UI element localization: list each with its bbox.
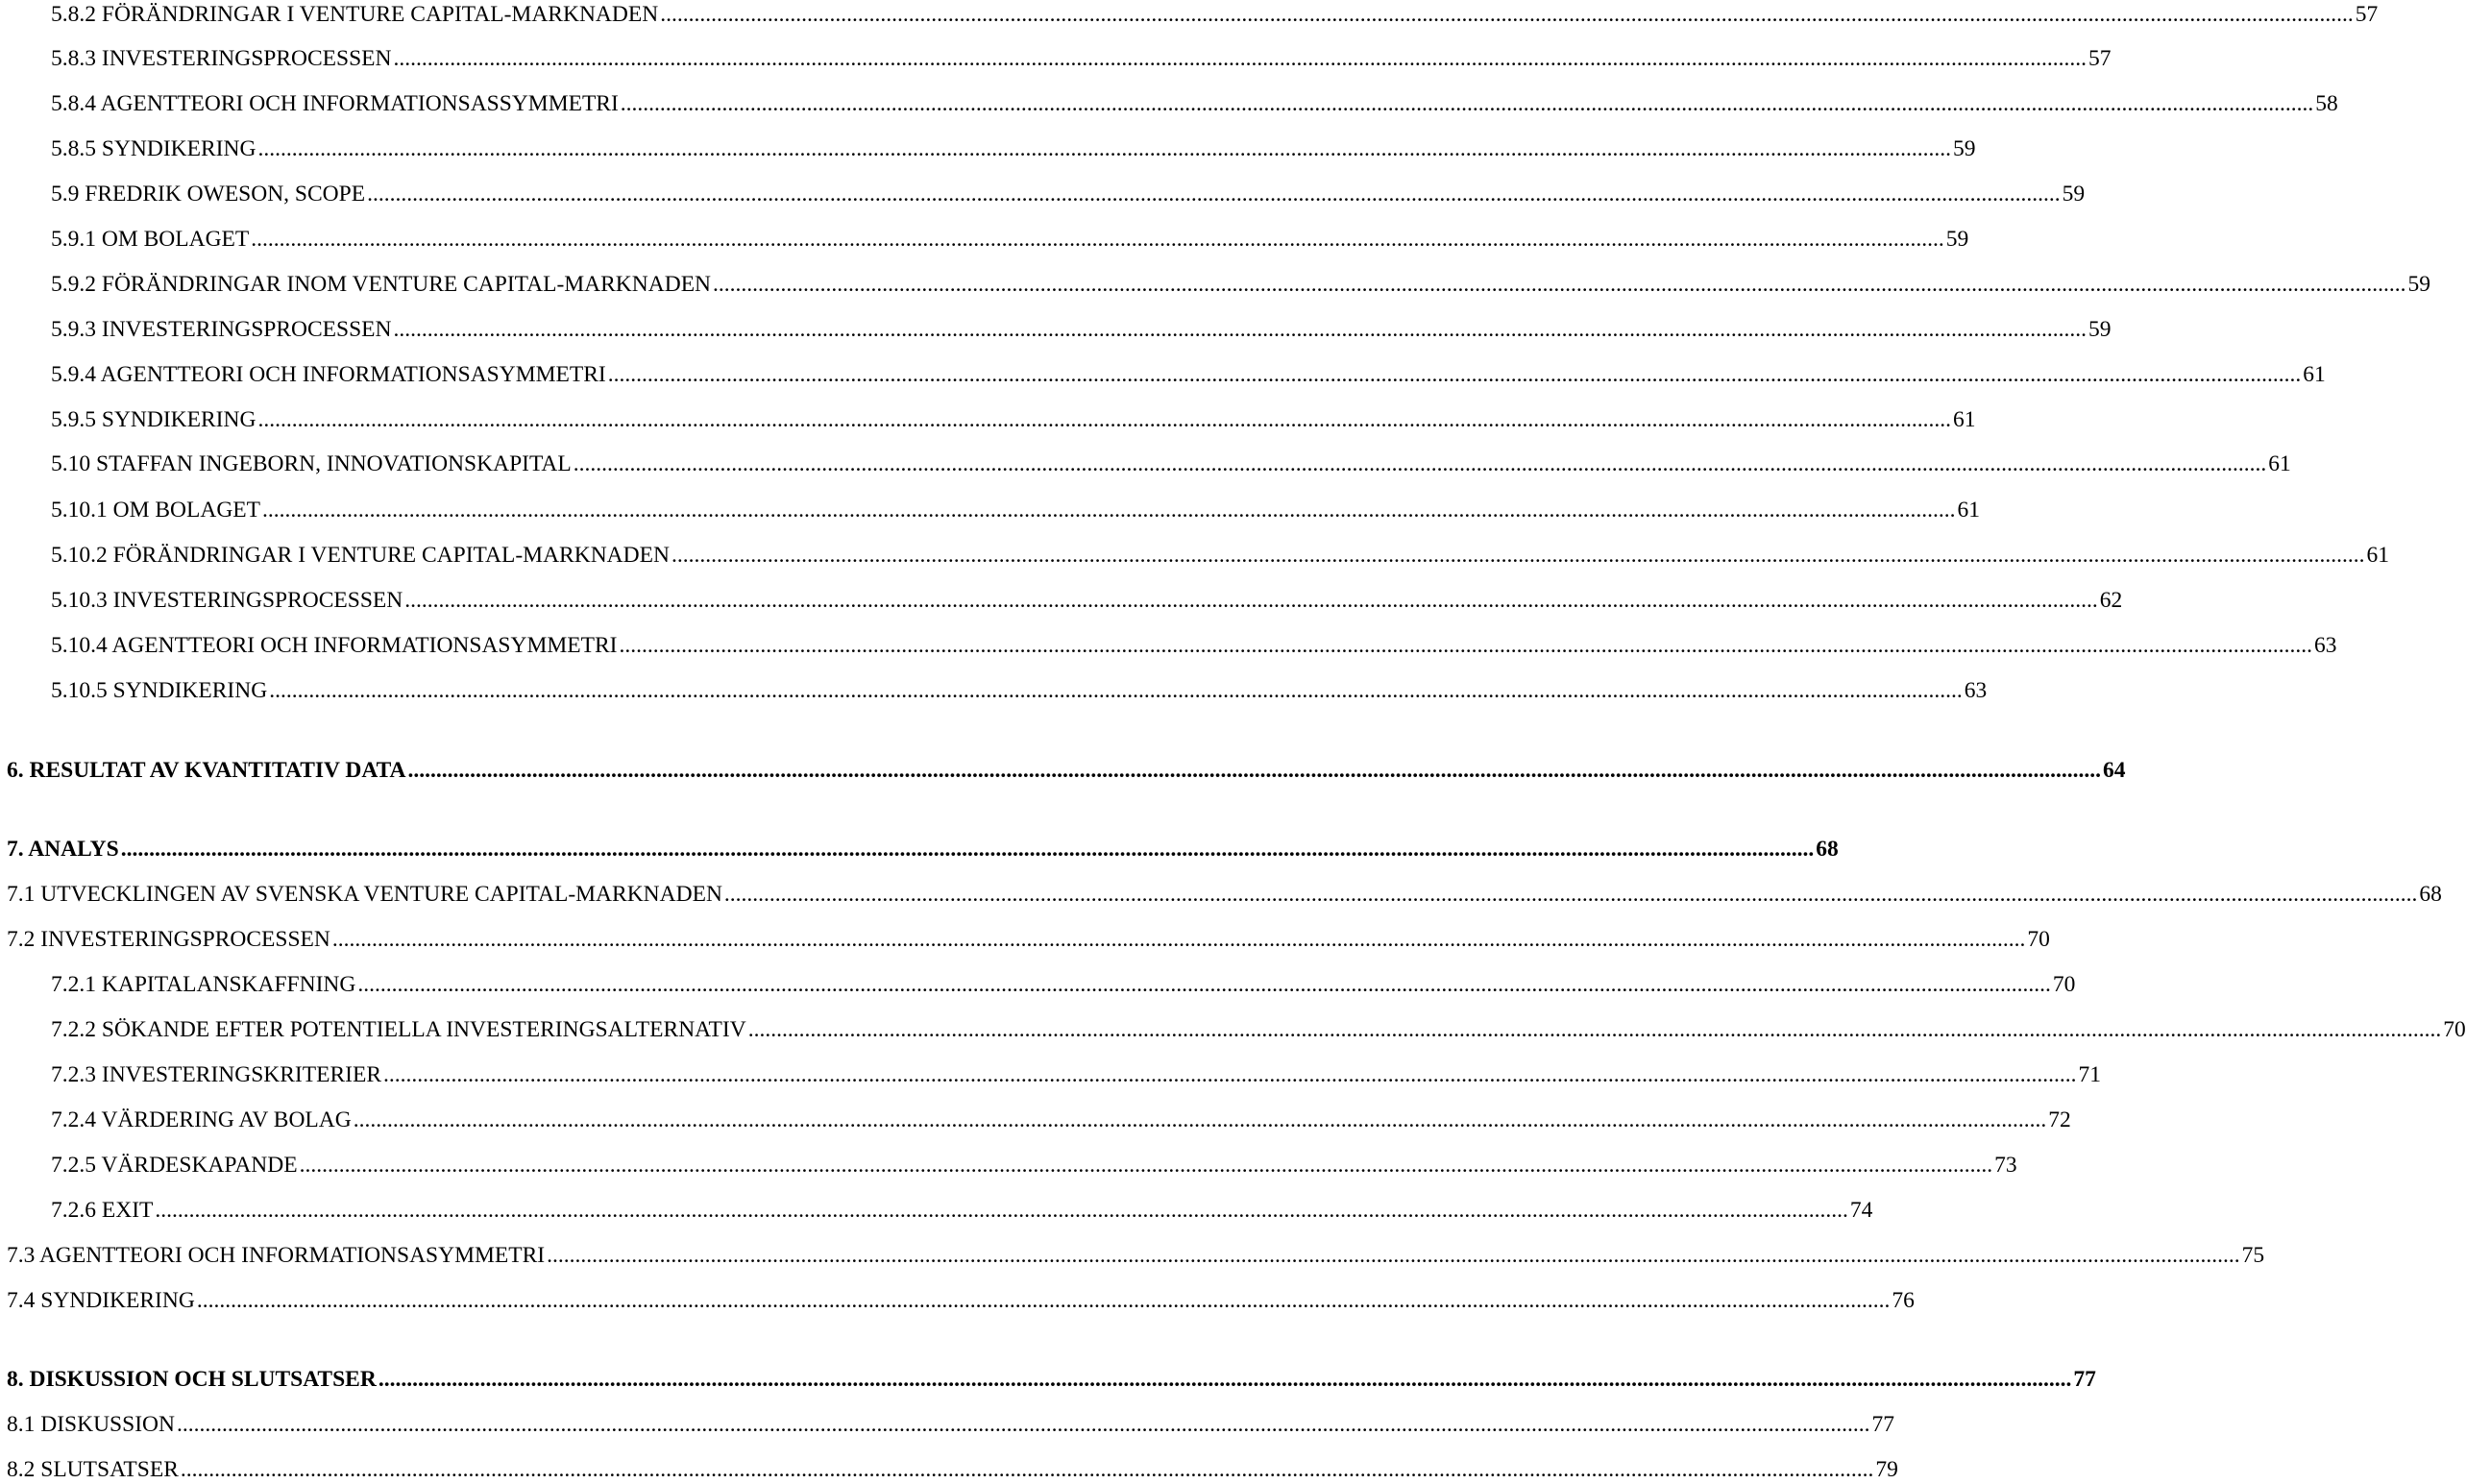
toc-entry[interactable]	[7, 925, 2050, 954]
toc-entry[interactable]	[7, 756, 2126, 785]
toc-entry-label: 5.10.1 OM BOLAGET	[51, 498, 261, 523]
dot-leader: ............................................................................................................................................................................................................................................................................................................	[747, 1017, 2442, 1042]
dot-leader: ............................................................................................................................................................................................................................................................................................................	[176, 1412, 1870, 1437]
toc-entry[interactable]	[51, 541, 2389, 570]
toc-entry-label: 8.2 SLUTSATSER	[7, 1457, 179, 1482]
toc-entry-page: 70	[2443, 1017, 2466, 1042]
dot-leader: ............................................................................................................................................................................................................................................................................................................	[713, 272, 2406, 297]
toc-entry-label: 7.4 SYNDIKERING	[7, 1288, 195, 1313]
toc-entry-page: 70	[2052, 972, 2076, 997]
toc-entry[interactable]	[51, 0, 2379, 29]
dot-leader: ............................................................................................................................................................................................................................................................................................................	[155, 1198, 1848, 1223]
toc-entry-page: 77	[1871, 1412, 1894, 1437]
dot-leader: ............................................................................................................................................................................................................................................................................................................	[619, 633, 2312, 658]
dot-leader: ............................................................................................................................................................................................................................................................................................................	[407, 758, 2102, 783]
toc-entry-page: 59	[2062, 182, 2086, 207]
dot-leader: ............................................................................................................................................................................................................................................................................................................	[262, 498, 1956, 523]
toc-entry[interactable]	[51, 360, 2326, 389]
dot-leader: ............................................................................................................................................................................................................................................................................................................	[378, 1367, 2072, 1392]
dot-leader: ............................................................................................................................................................................................................................................................................................................	[257, 136, 1951, 161]
dot-leader: ............................................................................................................................................................................................................................................................................................................	[251, 227, 1944, 252]
toc-entry-label: 5.9.1 OM BOLAGET	[51, 227, 250, 252]
toc-entry-page: 77	[2073, 1367, 2096, 1392]
toc-entry[interactable]	[7, 1455, 1898, 1484]
dot-leader: ............................................................................................................................................................................................................................................................................................................	[393, 46, 2087, 71]
toc-entry-label: 5.9.5 SYNDIKERING	[51, 407, 256, 432]
dot-leader: ............................................................................................................................................................................................................................................................................................................	[620, 91, 2314, 116]
toc-entry-label: 5.8.5 SYNDIKERING	[51, 136, 256, 161]
toc-entry-label: 7.2.1 KAPITALANSKAFFNING	[51, 972, 356, 997]
toc-entry-label: 7.2.4 VÄRDERING AV BOLAG	[51, 1107, 352, 1132]
dot-leader: ............................................................................................................................................................................................................................................................................................................	[196, 1288, 1891, 1313]
toc-entry[interactable]	[51, 225, 1969, 254]
toc-entry-label: 7.2.6 EXIT	[51, 1198, 154, 1223]
toc-entry-label: 5.10 STAFFAN INGEBORN, INNOVATIONSKAPITAL	[51, 451, 572, 476]
toc-entry-label: 5.10.5 SYNDIKERING	[51, 678, 268, 703]
toc-entry[interactable]	[51, 270, 2431, 299]
dot-leader: ............................................................................................................................................................................................................................................................................................................	[180, 1457, 1874, 1482]
toc-entry-label: 8.1 DISKUSSION	[7, 1412, 175, 1437]
toc-entry-label: 5.8.4 AGENTTEORI OCH INFORMATIONSASSYMMETRI	[51, 91, 619, 116]
dot-leader: ............................................................................................................................................................................................................................................................................................................	[120, 837, 1815, 862]
dot-leader: ............................................................................................................................................................................................................................................................................................................	[353, 1107, 2047, 1132]
toc-entry-label: 5.8.3 INVESTERINGSPROCESSEN	[51, 46, 392, 71]
toc-entry-page: 72	[2048, 1107, 2071, 1132]
toc-entry[interactable]	[51, 1015, 2466, 1044]
toc-entry-label: 5.10.2 FÖRÄNDRINGAR I VENTURE CAPITAL-MARKNADEN	[51, 543, 670, 568]
dot-leader: ............................................................................................................................................................................................................................................................................................................	[269, 678, 1963, 703]
toc-entry[interactable]	[51, 405, 1976, 434]
toc-entry-page: 57	[2355, 2, 2379, 27]
toc-entry-page: 63	[1964, 678, 1988, 703]
toc-entry-page: 61	[2366, 543, 2389, 568]
toc-entry[interactable]	[51, 315, 2112, 344]
toc-entry-page: 57	[2088, 46, 2112, 71]
toc-entry-label: 6. RESULTAT AV KVANTITATIV DATA	[7, 758, 406, 783]
dot-leader: ............................................................................................................................................................................................................................................................................................................	[573, 451, 2267, 476]
toc-entry-label: 5.8.2 FÖRÄNDRINGAR I VENTURE CAPITAL-MARKNADEN	[51, 2, 659, 27]
toc-entry-page: 59	[1945, 227, 1969, 252]
toc-entry-page: 73	[1994, 1153, 2017, 1178]
toc-entry-page: 64	[2103, 758, 2126, 783]
toc-entry-label: 5.10.3 INVESTERINGSPROCESSEN	[51, 588, 403, 613]
toc-entry-page: 61	[1952, 407, 1976, 432]
toc-entry-label: 7.3 AGENTTEORI OCH INFORMATIONSASYMMETRI	[7, 1243, 546, 1268]
toc-entry-label: 8. DISKUSSION OCH SLUTSATSER	[7, 1367, 377, 1392]
toc-entry[interactable]	[51, 496, 1981, 524]
dot-leader: ............................................................................................................................................................................................................................................................................................................	[607, 362, 2302, 387]
toc-entry[interactable]	[51, 631, 2337, 660]
toc-entry-label: 7.2 INVESTERINGSPROCESSEN	[7, 927, 330, 952]
toc-entry-page: 59	[2088, 317, 2112, 342]
dot-leader: ............................................................................................................................................................................................................................................................................................................	[383, 1062, 2077, 1087]
toc-entry-label: 5.10.4 AGENTTEORI OCH INFORMATIONSASYMMETRI	[51, 633, 618, 658]
dot-leader: ............................................................................................................................................................................................................................................................................................................	[299, 1153, 1993, 1178]
dot-leader: ............................................................................................................................................................................................................................................................................................................	[723, 882, 2418, 907]
toc-entry-label: 5.9.4 AGENTTEORI OCH INFORMATIONSASYMMETRI	[51, 362, 606, 387]
toc-entry-label: 5.9.3 INVESTERINGSPROCESSEN	[51, 317, 392, 342]
toc-entry-label: 7.2.5 VÄRDESKAPANDE	[51, 1153, 298, 1178]
dot-leader: ............................................................................................................................................................................................................................................................................................................	[547, 1243, 2240, 1268]
dot-leader: ............................................................................................................................................................................................................................................................................................................	[357, 972, 2051, 997]
toc-entry-page: 61	[2303, 362, 2326, 387]
toc-entry[interactable]	[7, 1365, 2096, 1394]
toc-entry[interactable]	[51, 1060, 2101, 1089]
toc-entry-label: 7.1 UTVECKLINGEN AV SVENSKA VENTURE CAPITAL-MARKNADEN	[7, 882, 722, 907]
toc-entry[interactable]	[51, 134, 1976, 163]
toc-entry[interactable]	[7, 1410, 1894, 1439]
toc-entry-page: 59	[1952, 136, 1976, 161]
toc-entry-page: 58	[2315, 91, 2338, 116]
dot-leader: ............................................................................................................................................................................................................................................................................................................	[660, 2, 2354, 27]
toc-entry-page: 76	[1892, 1288, 1915, 1313]
toc-entry-page: 61	[2268, 451, 2291, 476]
toc-entry[interactable]	[51, 676, 1988, 705]
toc-entry[interactable]	[7, 1241, 2265, 1270]
toc-entry[interactable]	[51, 1151, 2017, 1180]
toc-entry-page: 61	[1957, 498, 1981, 523]
dot-leader: ............................................................................................................................................................................................................................................................................................................	[671, 543, 2365, 568]
toc-entry[interactable]	[51, 450, 2291, 478]
toc-entry-page: 70	[2027, 927, 2050, 952]
toc-entry-label: 5.9.2 FÖRÄNDRINGAR INOM VENTURE CAPITAL-MARKNADEN	[51, 272, 712, 297]
toc-entry-page: 59	[2407, 272, 2431, 297]
toc-entry[interactable]	[51, 44, 2112, 73]
toc-entry-page: 68	[2419, 882, 2442, 907]
toc-entry-page: 79	[1875, 1457, 1898, 1482]
toc-entry-label: 5.9 FREDRIK OWESON, SCOPE	[51, 182, 366, 207]
toc-entry-label: 7.2.3 INVESTERINGSKRITERIER	[51, 1062, 381, 1087]
toc-entry[interactable]	[51, 1106, 2071, 1134]
toc-entry[interactable]	[51, 89, 2338, 118]
toc-entry-page: 68	[1816, 837, 1839, 862]
dot-leader: ............................................................................................................................................................................................................................................................................................................	[404, 588, 2098, 613]
dot-leader: ............................................................................................................................................................................................................................................................................................................	[257, 407, 1951, 432]
toc-entry[interactable]	[7, 1286, 1915, 1315]
toc-entry-page: 74	[1849, 1198, 1873, 1223]
toc-entry[interactable]	[51, 180, 2086, 208]
toc-entry-label: 7. ANALYS	[7, 837, 119, 862]
toc-entry-page: 75	[2241, 1243, 2265, 1268]
dot-leader: ............................................................................................................................................................................................................................................................................................................	[367, 182, 2061, 207]
toc-entry[interactable]	[7, 835, 1839, 864]
toc-entry[interactable]	[51, 586, 2123, 615]
toc-entry-page: 71	[2078, 1062, 2101, 1087]
toc-entry-label: 7.2.2 SÖKANDE EFTER POTENTIELLA INVESTERINGSALTERNATIV	[51, 1017, 746, 1042]
dot-leader: ............................................................................................................................................................................................................................................................................................................	[331, 927, 2026, 952]
toc-entry-page: 62	[2099, 588, 2123, 613]
toc-entry[interactable]	[51, 970, 2076, 999]
toc-entry[interactable]	[51, 1196, 1873, 1225]
toc-entry[interactable]	[7, 880, 2442, 909]
dot-leader: ............................................................................................................................................................................................................................................................................................................	[393, 317, 2087, 342]
toc-entry-page: 63	[2313, 633, 2337, 658]
